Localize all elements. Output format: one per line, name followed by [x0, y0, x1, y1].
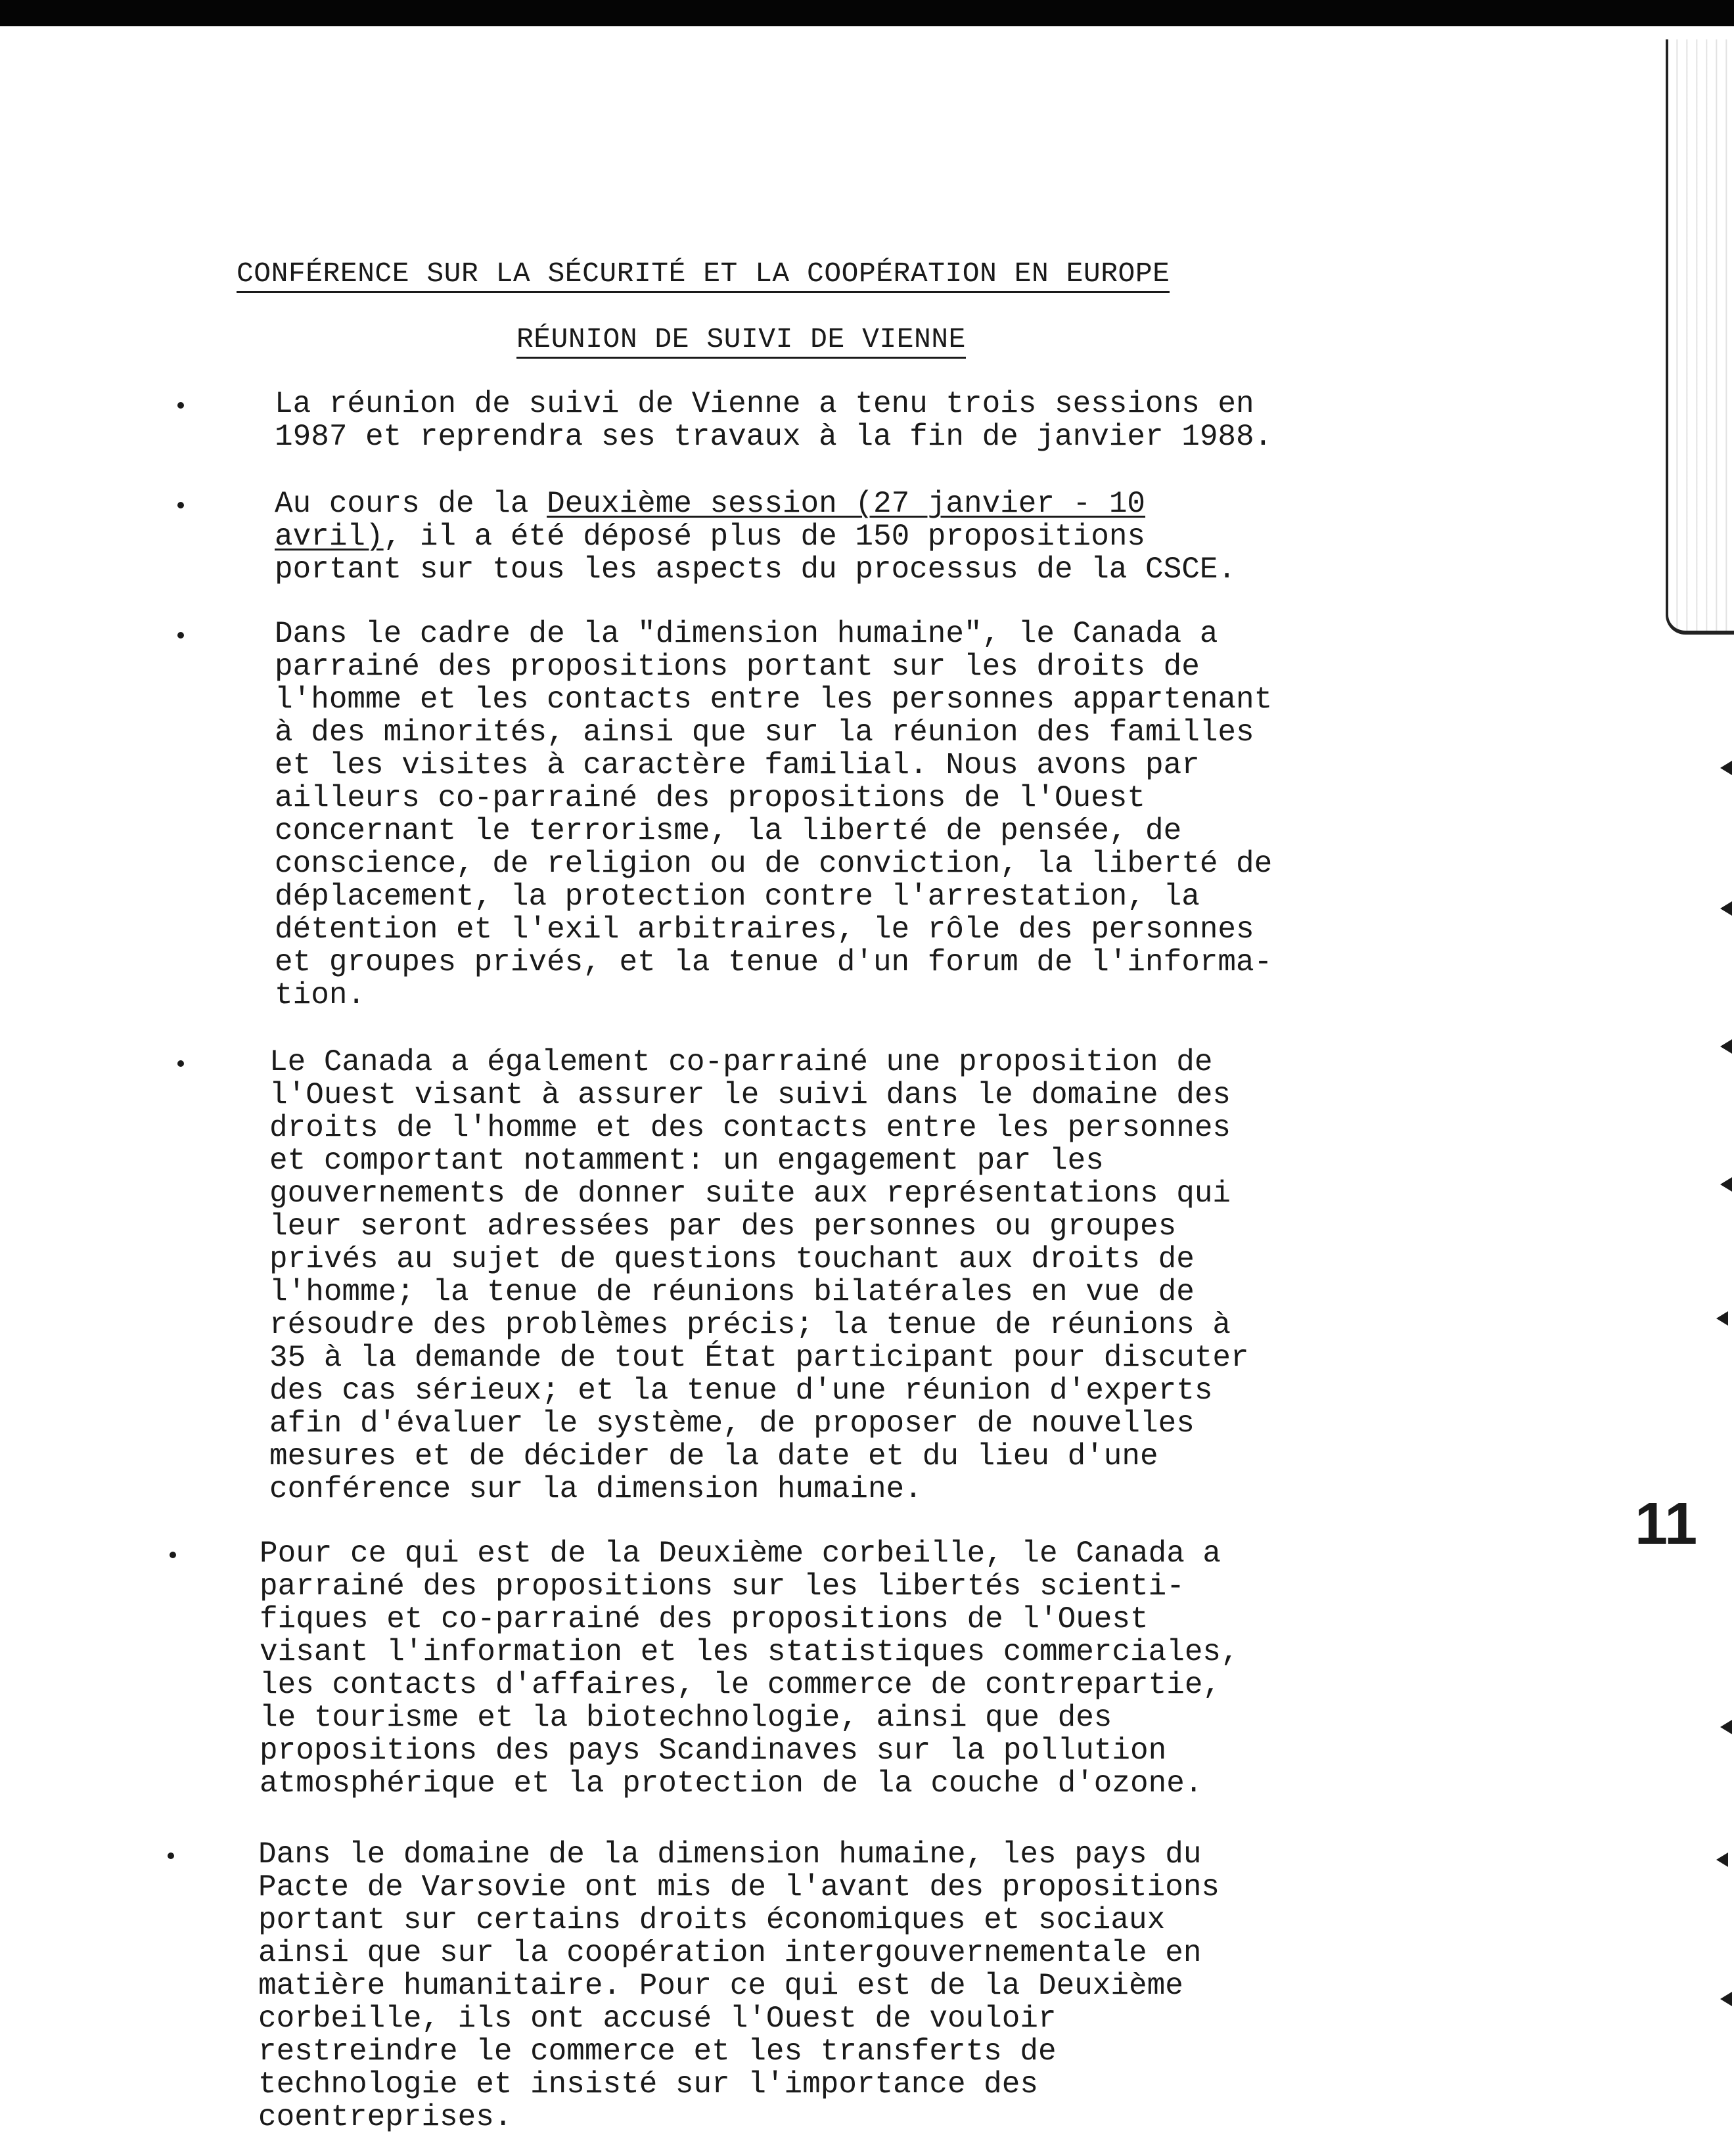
bullet-point — [168, 1853, 174, 1859]
paragraph-2-rest: , il a été déposé plus de 150 propositions portant sur tous les aspects du processus de la CSCE. — [275, 520, 1237, 587]
margin-arrow-icon — [1720, 901, 1732, 916]
bullet-point — [177, 402, 184, 409]
margin-arrow-icon — [1716, 1311, 1728, 1326]
margin-arrow-icon — [1720, 761, 1732, 775]
bullet-point — [177, 632, 184, 639]
document-subtitle: RÉUNION DE SUIVI DE VIENNE — [516, 323, 966, 359]
bullet-point — [170, 1552, 176, 1558]
binding-edge — [1666, 39, 1734, 635]
bullet-point — [177, 502, 184, 508]
margin-arrow-icon — [1720, 1177, 1732, 1192]
paragraph-6: Dans le domaine de la dimension humaine, les pays du Pacte de Varsovie ont mis de l'avant des propositions portant sur certains droits économiques et sociaux ainsi que sur la coopération intergouvernementale en matière humanitaire. Pour ce qui est de la Deuxième corbeille, ils ont accusé l'Ouest de vouloir restreindre le commerce et les transferts de technologie et insisté sur l'importance des coentreprises. — [258, 1837, 1220, 2134]
page-number: 11 — [1635, 1491, 1698, 1557]
margin-arrow-icon — [1716, 1853, 1728, 1867]
paragraph-1: La réunion de suivi de Vienne a tenu trois sessions en 1987 et reprendra ses travaux à la fin de janvier 1988. — [275, 387, 1273, 454]
bullet-point — [177, 1060, 184, 1067]
paragraph-5: Pour ce qui est de la Deuxième corbeille, le Canada a parrainé des propositions sur les libertés scienti- fiques et co-parrainé des propositions de l'Ouest visant l'information et les statistiques commerciales, les contacts d'affaires, le commerce de contrepartie, le tourisme et la biotechnologie, ainsi que des propositions des pays Scandinaves sur la pollution atmosphérique et la protection de la couche d'ozone. — [260, 1537, 1239, 1801]
margin-arrow-icon — [1720, 1992, 1732, 2006]
paragraph-3: Dans le cadre de la "dimension humaine", le Canada a parrainé des propositions portant sur les droits de l'homme et les contacts entre les personnes appartenant à des minorités, ainsi que sur la réunion des familles et les visites à caractère familial. Nous avons par ailleurs co-parrainé des propositions de l'Ouest concernant le terrorisme, la liberté de pensée, de conscience, de religion ou de conviction, la liberté de déplacement, la protection contre l'arrestation, la détention et l'exil arbitraires, le rôle des personnes et groupes privés, et la tenue d'un forum de l'informa- tion. — [275, 617, 1273, 1012]
document-title: CONFÉRENCE SUR LA SÉCURITÉ ET LA COOPÉRATION EN EUROPE — [237, 258, 1170, 293]
paragraph-2 — [275, 487, 1425, 586]
paragraph-2-lead: Au cours de la — [275, 487, 547, 521]
margin-arrow-icon — [1720, 1720, 1732, 1734]
session-dates-underlined: Deuxième session (27 janvier - 10 avril) — [275, 487, 1146, 554]
scan-top-border — [0, 0, 1734, 26]
paragraph-4: Le Canada a également co-parrainé une proposition de l'Ouest visant à assurer le suivi dans le domaine des droits de l'homme et des contacts entre les personnes et comportant notamment: un engagement par les gouvernements de donner suite aux représentations qui leur seront adressées par des personnes ou groupes privés au sujet de questions touchant aux droits de l'homme; la tenue de réunions bilatérales en vue de résoudre des problèmes précis; la tenue de réunions à 35 à la demande de tout État participant pour discuter des cas sérieux; et la tenue d'une réunion d'experts afin d'évaluer le système, de proposer de nouvelles mesures et de décider de la date et du lieu d'une conférence sur la dimension humaine. — [269, 1045, 1249, 1506]
margin-arrow-icon — [1720, 1039, 1732, 1054]
